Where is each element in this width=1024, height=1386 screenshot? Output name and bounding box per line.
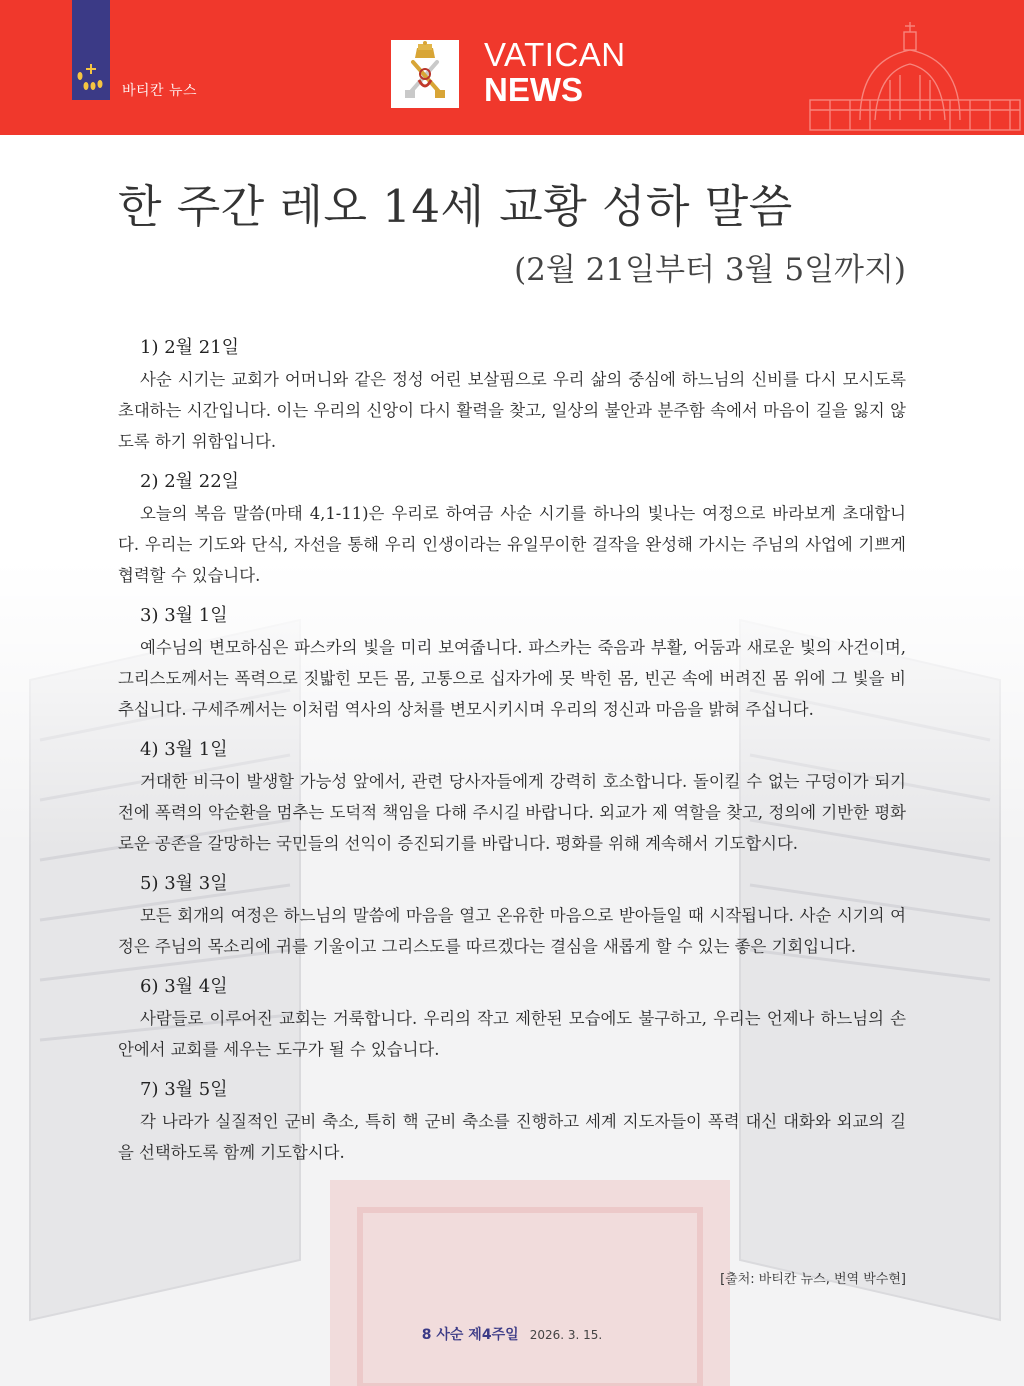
section-heading: 3) 3월 1일 bbox=[140, 605, 228, 626]
section-heading: 7) 3월 5일 bbox=[140, 1079, 228, 1100]
basilica-illustration bbox=[800, 20, 1024, 135]
brand-tab bbox=[72, 0, 110, 100]
issue-date: 2026. 3. 15. bbox=[529, 1328, 603, 1342]
section-7 bbox=[118, 1076, 906, 1168]
section-text: 오늘의 복음 말씀(마태 4,1-11)은 우리로 하여금 사순 시기를 하나의 빛나는 여정으로 바라보게 초대합니다. 우리는 기도와 단식, 자선을 통해 우리 인생이라는 유일무이한 걸작을 완성해 가시는 주님의 사업에 기쁘게 협력할 수 있습니다. bbox=[118, 504, 906, 585]
candles-icon bbox=[72, 60, 110, 100]
page-title: 한 주간 레오 14세 교황 성하 말씀 bbox=[118, 180, 793, 233]
section-text: 각 나라가 실질적인 군비 축소, 특히 핵 군비 축소를 진행하고 세계 지도자들이 폭력 대신 대화와 외교의 길을 선택하도록 함께 기도합시다. bbox=[118, 1112, 906, 1162]
section-text: 사람들로 이루어진 교회는 거룩합니다. 우리의 작고 제한된 모습에도 불구하고, 우리는 언제나 하느님의 손 안에서 교회를 세우는 도구가 될 수 있습니다. bbox=[118, 1009, 906, 1059]
page-subtitle: (2월 21일부터 3월 5일까지) bbox=[514, 252, 906, 288]
header-banner bbox=[0, 0, 1024, 135]
section-1 bbox=[118, 334, 906, 457]
source-credit: [출처: 바티칸 뉴스, 번역 박수현] bbox=[720, 1272, 906, 1287]
logo-vatican-text: VATICAN bbox=[484, 36, 626, 73]
section-heading: 5) 3월 3일 bbox=[140, 873, 228, 894]
vatican-emblem-icon bbox=[391, 40, 459, 108]
section-text: 거대한 비극이 발생할 가능성 앞에서, 관련 당사자들에게 강력히 호소합니다. 돌이킬 수 없는 구덩이가 되기 전에 폭력의 악순환을 멈추는 도덕적 책임을 다해 주시길 바랍니다. 외교가 제 역할을 찾고, 정의에 기반한 평화로운 공존을 갈망하는 국민들의 선익이 증진되기를 바랍니다. 평화를 위해 계속해서 기도합시다. bbox=[118, 772, 906, 853]
section-5 bbox=[118, 870, 906, 962]
section-heading: 4) 3월 1일 bbox=[140, 739, 228, 760]
section-text: 예수님의 변모하심은 파스카의 빛을 미리 보여줍니다. 파스카는 죽음과 부활, 어둠과 새로운 빛의 사건이며, 그리스도께서는 폭력으로 짓밟힌 모든 몸, 고통으로 십자가에 못 박힌 몸, 빈곤 속에 버려진 몸 위에 그 빛을 비추십니다. 구세주께서는 이처럼 역사의 상처를 변모시키시며 우리의 정신과 마음을 밝혀 주십니다. bbox=[118, 638, 906, 719]
article-body bbox=[118, 334, 906, 1179]
page-footer bbox=[0, 1324, 1024, 1344]
vatican-news-logo bbox=[484, 38, 626, 108]
section-heading: 1) 2월 21일 bbox=[140, 337, 240, 358]
section-4 bbox=[118, 736, 906, 859]
section-2 bbox=[118, 468, 906, 591]
section-text: 사순 시기는 교회가 어머니와 같은 정성 어린 보살핌으로 우리 삶의 중심에 하느님의 신비를 다시 모시도록 초대하는 시간입니다. 이는 우리의 신앙이 다시 활력을 찾고, 일상의 불안과 분주함 속에서 마음이 길을 잃지 않도록 하기 위함입니다. bbox=[118, 370, 906, 451]
section-text: 모든 회개의 여정은 하느님의 말씀에 마음을 열고 온유한 마음으로 받아들일 때 시작됩니다. 사순 시기의 여정은 주님의 목소리에 귀를 기울이고 그리스도를 따르겠다는 결심을 새롭게 할 수 있는 좋은 기회입니다. bbox=[118, 906, 906, 956]
logo-news-text: NEWS bbox=[484, 71, 583, 108]
section-heading: 2) 2월 22일 bbox=[140, 471, 240, 492]
brand-text: 바티칸 뉴스 bbox=[122, 83, 198, 99]
section-3 bbox=[118, 602, 906, 725]
section-6 bbox=[118, 973, 906, 1065]
section-heading: 6) 3월 4일 bbox=[140, 976, 228, 997]
page-number-label: 8 사순 제4주일 bbox=[421, 1327, 519, 1343]
